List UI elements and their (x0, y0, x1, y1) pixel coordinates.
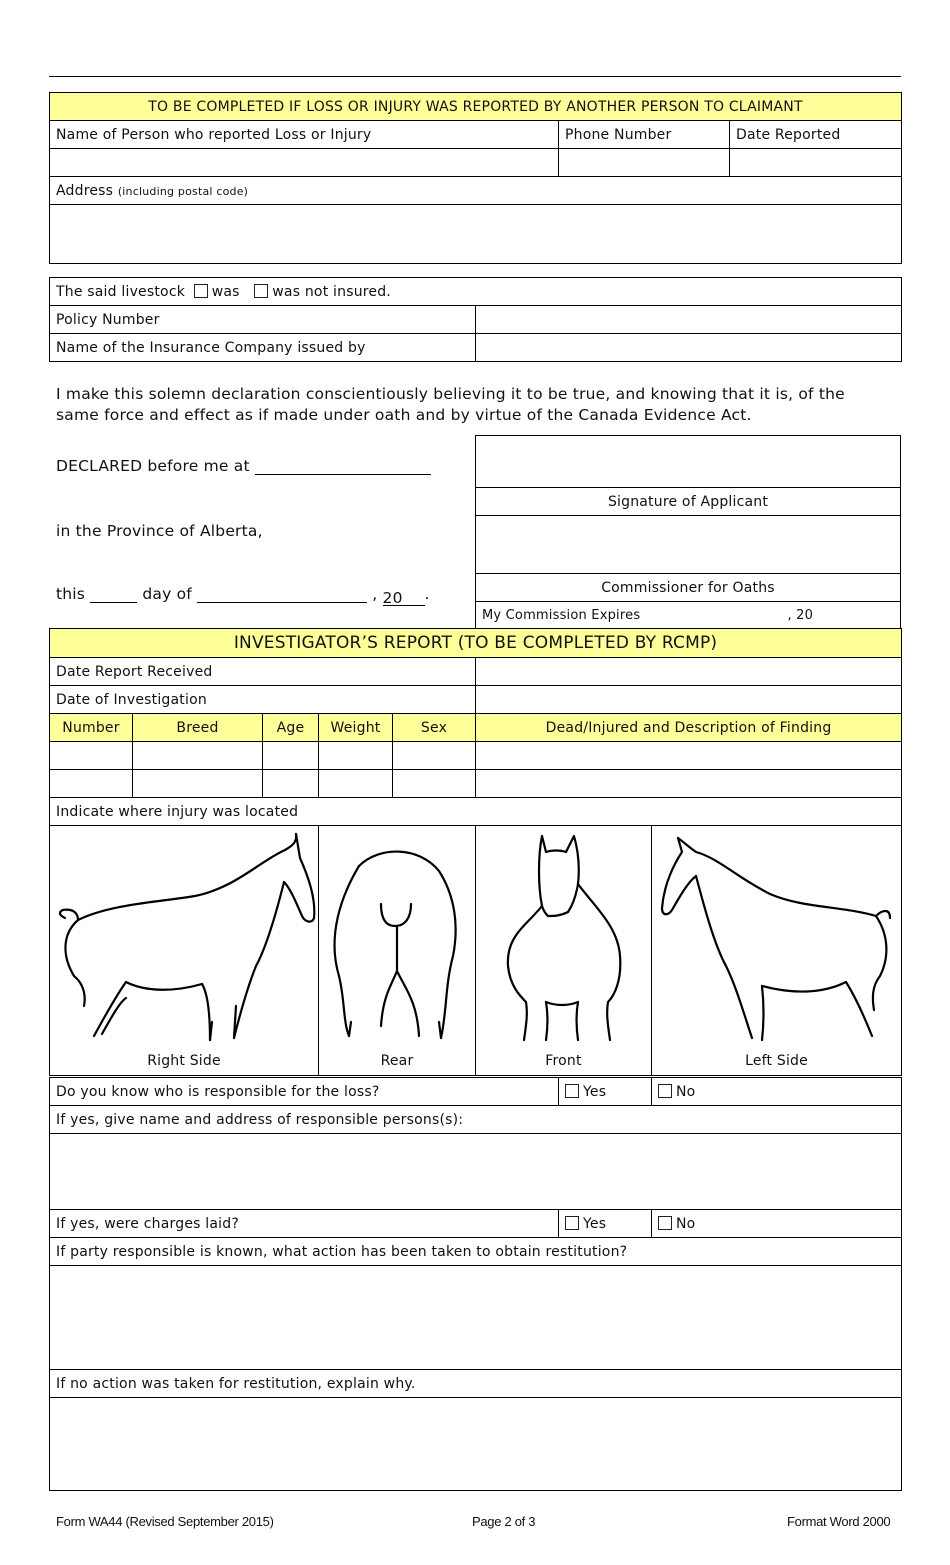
received-field[interactable] (476, 658, 902, 686)
insured-prefix: The said livestock (56, 283, 186, 300)
col-number: Number (50, 714, 133, 742)
investigation-label: Date of Investigation (50, 686, 476, 714)
charges-question: If yes, were charges laid? (50, 1210, 559, 1238)
month-field[interactable] (197, 586, 367, 603)
reporter-name-label: Name of Person who reported Loss or Injury (50, 121, 559, 149)
commissioner-label: Commissioner for Oaths (476, 574, 901, 602)
left-side-label: Left Side (745, 1053, 808, 1069)
number-cell[interactable] (50, 742, 133, 770)
comma: , (372, 585, 378, 603)
province-text: in the Province of Alberta, (56, 522, 263, 540)
left-side-diagram[interactable] (652, 826, 902, 1076)
responsible-no-cell (652, 1078, 902, 1106)
reporter-date-label: Date Reported (730, 121, 902, 149)
responsibility-table (49, 1077, 902, 1491)
responsible-names-field[interactable] (50, 1134, 902, 1210)
col-breed: Breed (133, 714, 263, 742)
reporter-phone-field[interactable] (559, 149, 730, 177)
weight-cell[interactable] (319, 770, 393, 798)
sex-cell[interactable] (393, 742, 476, 770)
horse-right-side-icon (50, 826, 319, 1076)
charges-yes-cell (559, 1210, 652, 1238)
col-age: Age (263, 714, 319, 742)
horse-left-side-icon (652, 826, 902, 1076)
responsible-no-checkbox[interactable] (658, 1084, 672, 1098)
responsible-yes-checkbox[interactable] (565, 1084, 579, 1098)
investigation-field[interactable] (476, 686, 902, 714)
description-cell[interactable] (476, 742, 902, 770)
breed-cell[interactable] (133, 770, 263, 798)
responsible-yes-label: Yes (583, 1083, 607, 1100)
rear-label: Rear (380, 1053, 414, 1069)
horse-front-icon (476, 826, 652, 1076)
col-description: Dead/Injured and Description of Finding (476, 714, 902, 742)
company-label: Name of the Insurance Company issued by (50, 334, 476, 362)
reporter-date-field[interactable] (730, 149, 902, 177)
charges-yes-checkbox[interactable] (565, 1216, 579, 1230)
injury-label: Indicate where injury was located (50, 798, 902, 826)
col-sex: Sex (393, 714, 476, 742)
commissioner-field[interactable] (476, 516, 901, 574)
reporter-name-field[interactable] (50, 149, 559, 177)
year-prefix: 20 (382, 589, 403, 607)
right-side-label: Right Side (147, 1053, 221, 1069)
table-row (50, 742, 902, 770)
horse-rear-icon (319, 826, 468, 1076)
company-field[interactable] (476, 334, 902, 362)
declared-label: DECLARED before me at (56, 457, 250, 475)
address-note: (including postal code) (117, 184, 249, 198)
year-field[interactable] (383, 589, 425, 606)
number-cell[interactable] (50, 770, 133, 798)
insured-row (50, 278, 902, 306)
day-field[interactable] (90, 586, 137, 603)
declared-line (56, 457, 431, 475)
right-side-diagram[interactable] (50, 826, 319, 1076)
this-label: this (56, 585, 86, 603)
responsible-question: Do you know who is responsible for the loss? (50, 1078, 559, 1106)
investigator-table (49, 628, 902, 1076)
signature-label: Signature of Applicant (476, 488, 901, 516)
form-number: Form WA44 (Revised September 2015) (56, 1514, 274, 1529)
sex-cell[interactable] (393, 770, 476, 798)
table-row (50, 770, 902, 798)
charges-yes-label: Yes (583, 1215, 607, 1232)
page-number: Page 2 of 3 (472, 1514, 536, 1529)
col-weight: Weight (319, 714, 393, 742)
declared-place-field[interactable] (255, 458, 431, 475)
age-cell[interactable] (263, 742, 319, 770)
restitution-question: If party responsible is known, what action has been taken to obtain restitution? (50, 1238, 902, 1266)
age-cell[interactable] (263, 770, 319, 798)
address-label: Address (56, 182, 114, 199)
charges-no-cell (652, 1210, 902, 1238)
insurance-table (49, 277, 902, 362)
weight-cell[interactable] (319, 742, 393, 770)
responsible-no-label: No (676, 1083, 696, 1100)
was-not-label: was not insured. (272, 283, 391, 300)
signature-field[interactable] (476, 436, 901, 488)
was-not-insured-checkbox[interactable] (254, 284, 268, 298)
description-cell[interactable] (476, 770, 902, 798)
rear-diagram[interactable] (319, 826, 476, 1076)
expires-row (476, 602, 901, 630)
date-line (56, 585, 430, 606)
signature-table (475, 435, 901, 630)
front-label: Front (545, 1053, 582, 1069)
declaration-text: I make this solemn declaration conscientiously believing it to be true, and knowing that it is, of the same force and effect as if made under oath and by virtue of the Canada Evidence Act. (56, 385, 845, 424)
charges-no-checkbox[interactable] (658, 1216, 672, 1230)
received-label: Date Report Received (50, 658, 476, 686)
top-rule (49, 76, 901, 77)
was-label: was (211, 283, 240, 300)
expires-year: , 20 (787, 608, 814, 623)
investigator-heading: INVESTIGATOR’S REPORT (TO BE COMPLETED BY RCMP) (50, 629, 902, 658)
no-action-question: If no action was taken for restitution, explain why. (50, 1370, 902, 1398)
reporter-phone-label: Phone Number (559, 121, 730, 149)
format-label: Format Word 2000 (787, 1514, 891, 1529)
reporter-heading: TO BE COMPLETED IF LOSS OR INJURY WAS REPORTED BY ANOTHER PERSON TO CLAIMANT (50, 93, 902, 121)
responsible-names-label: If yes, give name and address of responsible persons(s): (50, 1106, 902, 1134)
policy-label: Policy Number (50, 306, 476, 334)
restitution-field[interactable] (50, 1266, 902, 1370)
address-label-cell (50, 177, 902, 205)
expires-label: My Commission Expires (482, 608, 641, 623)
policy-field[interactable] (476, 306, 902, 334)
day-of-label: day of (142, 585, 192, 603)
was-insured-checkbox[interactable] (194, 284, 208, 298)
address-field[interactable] (50, 205, 902, 264)
charges-no-label: No (676, 1215, 696, 1232)
front-diagram[interactable] (476, 826, 652, 1076)
period: . (424, 585, 430, 603)
reporter-table (49, 92, 902, 264)
responsible-yes-cell (559, 1078, 652, 1106)
no-action-field[interactable] (50, 1398, 902, 1491)
breed-cell[interactable] (133, 742, 263, 770)
